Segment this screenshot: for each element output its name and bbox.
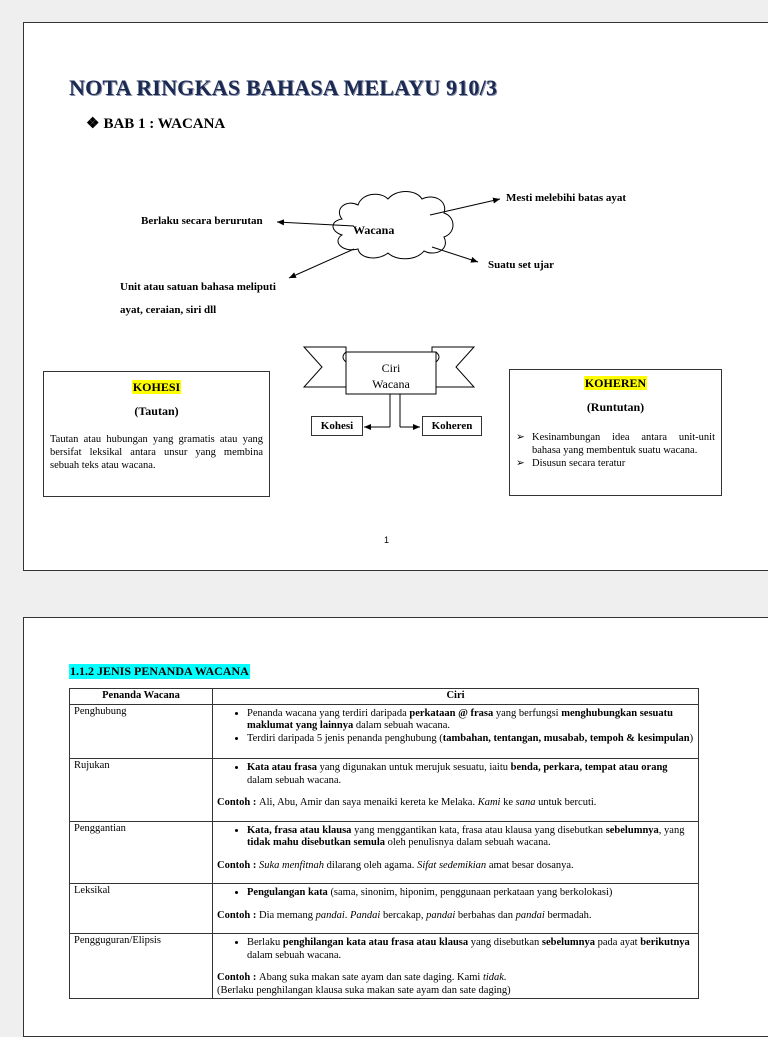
arrow-bottom-left [289,249,354,278]
page-number: 1 [384,535,390,545]
mindmap-center-label: Wacana [353,223,395,237]
kohesi-box [43,371,270,497]
cut-off-line: (Berlaku penghilangan klausa suka makan sate ayam dan sate daging) [217,984,511,996]
row-ciri: • Kata atau frasa yang digunakan untuk merujuk sesuatu, iaitu benda, perkara, tempat atau orang dalam sebuah wacana. Contoh : Ali, Abu, Amir dan saya menaiki kereta ke Melaka. Kami ke sana untuk bercuti. [213,759,699,822]
row-ciri: • Pengulangan kata (sama, sinonim, hiponim, penggunaan perkataan yang berkolokasi) Contoh : Dia memang pandai. Pandai bercakap, pandai berbahas dan pandai bermadah. [213,884,699,934]
mindmap-bottom-right: Suatu set ujar [488,259,555,271]
table-row [70,884,699,934]
page-1 [23,22,768,571]
table-row [70,821,699,884]
row-ciri: • Berlaku penghilangan kata atau frasa atau klausa yang disebutkan sebelumnya pada ayat berikutnya dalam sebuah wacana. Contoh : Abang suka makan sate ayam dan sate daging. Kami tidak. (Berlaku penghilangan klausa suka makan sate ayam dan sate daging) [213,934,699,999]
table-row [70,759,699,822]
mindmap-bottom-left-line2: ayat, ceraian, siri dll [120,304,217,316]
kohesi-heading: KOHESI [132,380,181,394]
banner-label [346,360,436,392]
row-name: Leksikal [70,884,213,934]
arrow-bullet-icon: ➢ [516,432,525,443]
koheren-small-box: Koheren [422,416,482,436]
table-header-row [70,689,699,705]
table-row [70,704,699,759]
koheren-box [509,369,722,496]
row-name: Penghubung [70,704,213,759]
row-name: Penggantian [70,821,213,884]
banner-line2: Wacana [372,377,410,391]
chapter-title: BAB 1 : WACANA [103,116,226,132]
kohesi-sub: (Tautan) [134,404,179,418]
penanda-wacana-table [69,688,699,999]
mindmap-top-right: Mesti melebihi batas ayat [506,192,627,204]
koheren-item: ➢ Disusun secara teratur [516,458,626,469]
arrow-bottom-right [432,247,478,262]
column-header: Penanda Wacana [70,689,213,705]
diamond-bullet-icon: ❖ [86,116,100,132]
koheren-heading: KOHEREN [584,376,647,390]
koheren-item: ➢ Kesinambungan idea antara unit-unit bahasa yang membentuk suatu wacana. [516,432,715,456]
page-2 [23,617,768,1037]
kohesi-text: Tautan atau hubungan yang gramatis atau yang bersifat leksikal antara unsur yang membina sebuah teks atau wacana. [50,434,263,471]
row-ciri: • Penanda wacana yang terdiri daripada perkataan @ frasa yang berfungsi menghubungkan sesuatu maklumat yang lainnya dalam sebuah wacana. • Terdiri daripada 5 jenis penanda penghubung (tambahan, tentangan, musabab, tempoh & kesimpulan) [213,704,699,759]
column-header: Ciri [213,689,699,705]
banner-right-tail [432,347,474,387]
banner-left-tail [304,347,346,387]
arrow-bullet-icon: ➢ [516,458,525,469]
row-name: Rujukan [70,759,213,822]
banner-line1: Ciri [381,361,401,375]
section-heading: 1.1.2 JENIS PENANDA WACANA [70,664,249,678]
row-ciri: • Kata, frasa atau klausa yang menggantikan kata, frasa atau klausa yang disebutkan sebelumnya, yang tidak mahu disebutkan semula oleh penulisnya dalam sebuah wacana. Contoh : Suka menfitnah dilarang oleh agama. Sifat sedemikian amat besar dosanya. [213,821,699,884]
mindmap-bottom-left-line1: Unit atau satuan bahasa meliputi [120,281,276,293]
table-row [70,934,699,999]
mindmap-top-left: Berlaku secara berurutan [141,215,263,227]
row-name: Pengguguran/Elipsis [70,934,213,999]
document-title: NOTA RINGKAS BAHASA MELAYU 910/3 [69,75,498,100]
kohesi-small-box: Kohesi [311,416,363,436]
koheren-sub: (Runtutan) [586,400,645,414]
